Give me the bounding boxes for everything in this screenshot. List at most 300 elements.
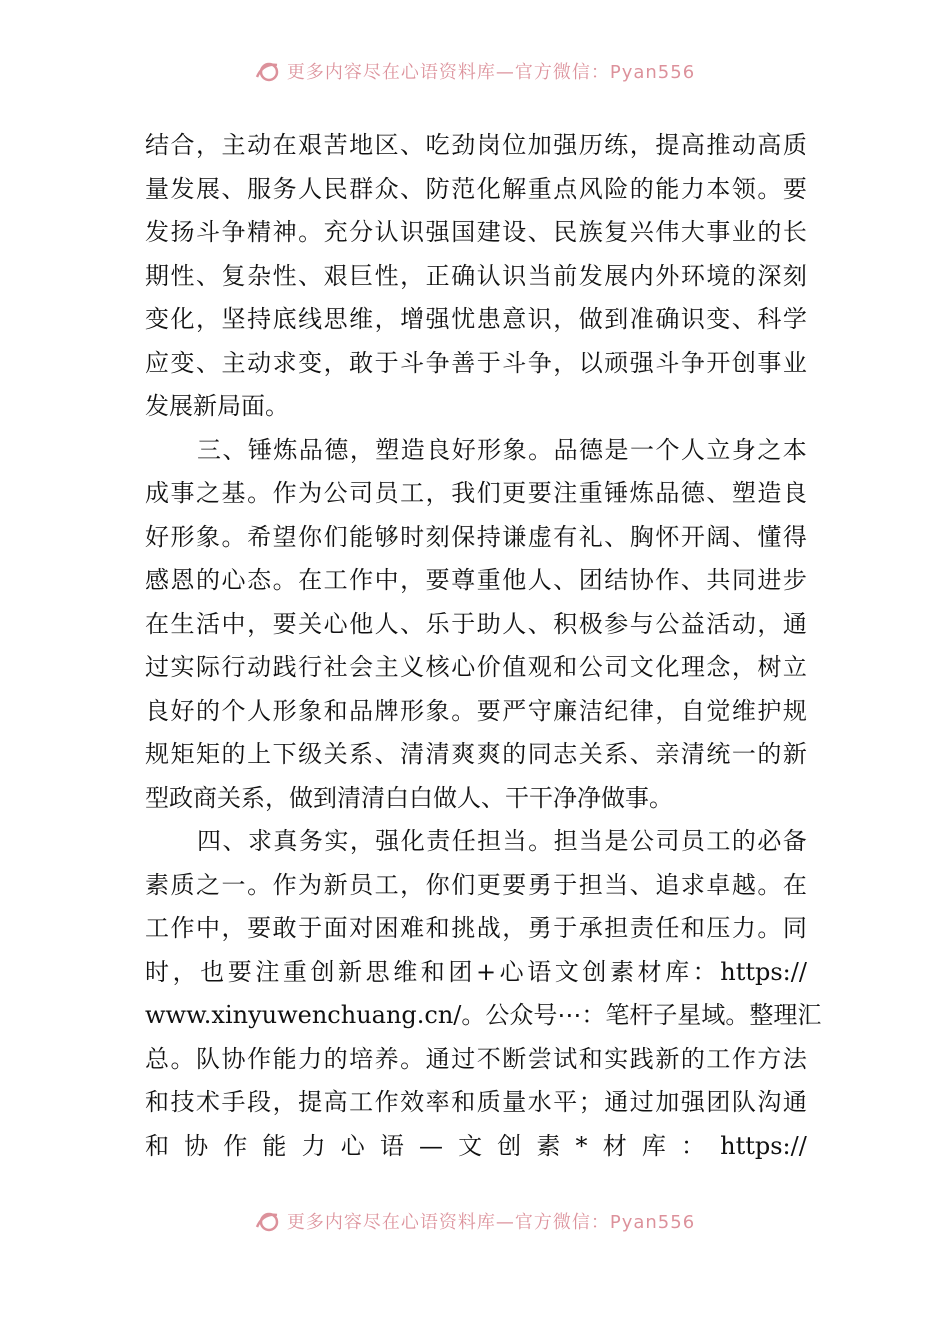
text-glyph: 和 [323, 696, 348, 725]
text-glyph: 文 [458, 1131, 483, 1160]
text-line [145, 603, 807, 647]
text-glyph: 杆 [629, 1001, 654, 1029]
text-glyph: 矩 [170, 740, 195, 768]
text-glyph: 我 [451, 479, 476, 507]
text-glyph: 战 [476, 914, 501, 942]
text-glyph: 协 [184, 1131, 209, 1160]
text-glyph: 。 [400, 1044, 425, 1073]
text-glyph: 练 [604, 131, 629, 159]
text-glyph: 动 [731, 131, 756, 159]
text-glyph: 当 [579, 827, 604, 855]
text-glyph: 挑 [451, 914, 476, 942]
text-glyph: 公 [655, 609, 680, 638]
text-glyph: ， [655, 696, 680, 725]
text-glyph: 识 [527, 305, 552, 333]
text-glyph: 刻 [425, 522, 450, 551]
text-glyph: 、 [400, 131, 425, 159]
text-glyph: 四 [197, 827, 221, 855]
text-glyph: 过 [451, 1044, 476, 1073]
text-line [145, 429, 807, 473]
text-glyph: 。 [757, 870, 782, 899]
text-glyph: 工 [706, 1044, 731, 1073]
text-line [145, 1038, 807, 1082]
text-glyph: 人 [680, 435, 705, 464]
text-glyph: 矩 [196, 740, 221, 768]
text-glyph: 会 [349, 653, 374, 681]
text-glyph: 注 [255, 957, 280, 986]
text-glyph: 作 [272, 479, 297, 507]
text-glyph: 。 [451, 696, 476, 725]
text-glyph: 关 [578, 740, 603, 768]
text-glyph: ， [247, 609, 272, 638]
text-glyph: 险 [604, 174, 629, 203]
text-glyph: 面 [323, 914, 348, 942]
text-glyph: 求 [272, 348, 297, 377]
text-glyph: 作 [223, 1131, 248, 1160]
text-glyph: ， [731, 653, 756, 681]
text-glyph: 心 [221, 566, 246, 594]
text-glyph: 养 [374, 1044, 399, 1073]
text-glyph: 斗 [400, 348, 425, 377]
text-glyph: 司 [604, 653, 629, 681]
text-glyph: 化 [476, 174, 501, 203]
text-glyph: 行 [221, 653, 246, 681]
text-glyph: ， [323, 348, 348, 377]
text-glyph: 在 [782, 870, 807, 899]
text-line [145, 516, 807, 560]
text-glyph: ， [425, 479, 450, 507]
text-glyph: 。 [247, 479, 272, 507]
text-glyph: 司 [655, 827, 680, 855]
text-glyph: 作 [655, 566, 680, 594]
text-glyph: 的 [757, 740, 782, 768]
text-glyph: 行 [298, 653, 323, 681]
text-glyph: 设 [502, 218, 527, 246]
text-glyph: 新 [782, 740, 807, 768]
text-glyph: 的 [196, 696, 221, 725]
text-glyph: * [575, 1131, 588, 1160]
text-glyph: 也 [200, 957, 225, 986]
text-glyph: 前 [553, 261, 578, 290]
text-glyph: 效 [400, 1088, 425, 1116]
text-glyph: 是 [604, 827, 629, 855]
text-glyph: 共 [706, 566, 731, 594]
text-glyph: 、 [527, 609, 552, 638]
text-glyph: 越 [731, 870, 756, 899]
text-glyph: 强 [553, 131, 578, 159]
text-glyph: 业 [782, 348, 807, 377]
text-glyph: 人 [502, 609, 527, 638]
text-glyph: 识 [502, 261, 527, 290]
text-glyph: 塑 [375, 435, 400, 464]
text-glyph: 益 [680, 609, 705, 638]
text-glyph: 担 [553, 827, 578, 855]
text-glyph: 材 [637, 957, 662, 986]
text-glyph: 为 [298, 870, 323, 899]
text-glyph: 术 [196, 1088, 221, 1116]
text-glyph: 炼 [629, 479, 654, 507]
text-glyph: 谦 [502, 522, 527, 551]
text-glyph: 强 [375, 827, 400, 855]
text-glyph: 要 [476, 696, 501, 725]
text-glyph: 争 [680, 348, 705, 377]
text-glyph: 作 [731, 1044, 756, 1073]
text-glyph: 量 [145, 174, 169, 203]
text-glyph: 追 [655, 870, 680, 899]
text-glyph: 。 [221, 522, 246, 551]
text-glyph: 三 [197, 435, 221, 464]
text-glyph: 质 [170, 870, 195, 899]
text-glyph: 义 [400, 653, 425, 681]
text-glyph: 同 [782, 914, 807, 942]
text-glyph: 和 [578, 1044, 603, 1073]
text-glyph: 主 [221, 131, 246, 159]
text-glyph: 与 [629, 609, 654, 638]
text-glyph: 员 [349, 870, 374, 899]
text-glyph: 级 [298, 740, 323, 768]
text-glyph: 、 [706, 479, 731, 507]
text-line [145, 298, 807, 342]
text-glyph: 本 [706, 174, 731, 203]
text-glyph: 以 [578, 348, 603, 377]
text-glyph: ， [400, 566, 425, 594]
text-glyph: 造 [757, 479, 782, 507]
text-glyph: 。 [461, 1001, 486, 1029]
text-glyph: 生 [170, 609, 195, 638]
text-glyph: ， [349, 827, 374, 855]
text-glyph: 通 [604, 1088, 629, 1116]
text-glyph: 的 [731, 827, 756, 855]
text-glyph: 塑 [731, 479, 756, 507]
text-glyph: 理 [680, 653, 705, 681]
text-line [145, 255, 807, 299]
text-glyph: ， [272, 1088, 297, 1116]
text-glyph: 重 [578, 479, 603, 507]
text-glyph: 神 [272, 218, 297, 246]
text-glyph: 中 [374, 566, 399, 594]
text-glyph: ， [196, 305, 221, 333]
text-glyph: https:// [720, 957, 807, 986]
text-glyph: 真 [273, 827, 298, 855]
text-glyph: 怀 [655, 522, 680, 551]
text-glyph: 更 [476, 870, 501, 899]
text-glyph: 个 [221, 696, 246, 725]
text-glyph: 勇 [527, 870, 552, 899]
text-glyph: 内 [629, 261, 654, 290]
text-glyph: 区 [374, 131, 399, 159]
text-glyph: 确 [655, 305, 680, 333]
text-glyph: 工 [349, 1088, 374, 1116]
text-glyph: 好 [170, 696, 195, 725]
text-glyph: 众 [509, 1001, 534, 1029]
text-glyph: 极 [578, 609, 603, 638]
text-glyph: 坚 [221, 305, 246, 333]
text-glyph: 和 [420, 957, 445, 986]
text-glyph: 价 [476, 653, 501, 681]
text-glyph: 时 [145, 957, 169, 986]
text-glyph: 洁 [578, 696, 603, 725]
text-glyph: 团 [706, 1088, 731, 1116]
text-glyph: 的 [629, 174, 654, 203]
text-glyph: 过 [145, 653, 169, 681]
text-glyph: 牌 [374, 696, 399, 725]
text-glyph: 整 [749, 1001, 774, 1029]
text-glyph: 创 [310, 957, 335, 986]
text-glyph: 员 [374, 479, 399, 507]
text-glyph: 人 [374, 609, 399, 638]
text-glyph: 境 [706, 261, 731, 290]
text-glyph: 律 [629, 696, 654, 725]
text-glyph: 善 [451, 348, 476, 377]
text-glyph: 、 [629, 740, 654, 768]
text-glyph: 要 [227, 957, 252, 986]
text-glyph: 建 [476, 218, 501, 246]
text-glyph: 争 [425, 348, 450, 377]
text-glyph: 试 [553, 1044, 578, 1073]
text-glyph: 斗 [502, 348, 527, 377]
text-glyph: 提 [298, 1088, 323, 1116]
text-glyph: 材 [602, 1131, 627, 1160]
text-glyph: 和 [425, 914, 450, 942]
text-glyph: 规 [782, 696, 807, 725]
text-glyph: 推 [706, 131, 731, 159]
text-glyph: 象 [502, 435, 527, 464]
text-glyph: 力 [680, 174, 705, 203]
text-glyph: 够 [374, 522, 399, 551]
text-glyph: 刻 [782, 261, 807, 290]
text-glyph: 率 [425, 1088, 450, 1116]
text-glyph: 步 [782, 566, 807, 594]
text-glyph: 展 [604, 261, 629, 290]
text-glyph: 爽 [451, 740, 476, 768]
text-glyph: 平 [553, 1088, 578, 1116]
text-glyph: 点 [553, 174, 578, 203]
text-glyph: 态 [247, 566, 272, 594]
text-glyph: 良 [426, 435, 451, 464]
text-glyph: 之 [196, 479, 221, 507]
text-glyph: 象 [196, 522, 221, 551]
text-glyph: 虚 [527, 522, 552, 551]
text-glyph: 作 [349, 566, 374, 594]
text-glyph: 立 [706, 435, 731, 464]
text-glyph: 成 [145, 479, 169, 507]
text-glyph: 们 [451, 870, 476, 899]
text-glyph: 杂 [247, 261, 272, 290]
text-glyph: 积 [553, 609, 578, 638]
text-line [145, 907, 807, 951]
text-glyph: 发 [578, 261, 603, 290]
text-glyph: 。 [725, 1001, 750, 1029]
text-glyph: 担 [578, 870, 603, 899]
text-glyph: 际 [196, 653, 221, 681]
text-glyph: 新 [655, 1044, 680, 1073]
text-glyph: 德 [680, 479, 705, 507]
text-glyph: 业 [731, 218, 756, 246]
text-glyph: 在 [145, 609, 169, 638]
text-glyph: 岗 [476, 131, 501, 159]
watermark-logo-icon [255, 59, 281, 83]
text-glyph: 性 [374, 261, 399, 290]
text-line [145, 690, 807, 734]
text-glyph: 胸 [629, 522, 654, 551]
text-glyph: 规 [145, 740, 169, 768]
text-glyph: 中 [221, 609, 246, 638]
text-glyph: 在 [272, 131, 297, 159]
text-glyph: 好 [451, 435, 476, 464]
text-glyph: 充 [323, 218, 348, 246]
text-glyph: www.xinyuwenchuang.cn/ [145, 1001, 462, 1029]
text-glyph: 要 [527, 479, 552, 507]
text-glyph: 于 [298, 914, 323, 942]
text-glyph: 尝 [527, 1044, 552, 1073]
text-line [145, 1081, 807, 1125]
text-glyph: 强 [680, 1088, 705, 1116]
text-glyph: 思 [323, 305, 348, 333]
text-glyph: ， [400, 261, 425, 290]
text-glyph: 维 [731, 696, 756, 725]
text-glyph: 锤 [604, 479, 629, 507]
text-glyph: 重 [282, 957, 307, 986]
text-glyph: 同 [731, 566, 756, 594]
text-glyph: 加 [655, 1088, 680, 1116]
text-glyph: 段 [247, 1088, 272, 1116]
text-glyph: 的 [502, 740, 527, 768]
text-glyph: 他 [502, 566, 527, 594]
text-glyph: 位 [502, 131, 527, 159]
text-glyph: 的 [731, 261, 756, 290]
text-glyph: 、 [222, 435, 247, 464]
text-glyph: 活 [196, 609, 221, 638]
text-glyph: 素 [536, 1131, 561, 1160]
text-glyph: https:// [720, 1131, 807, 1160]
text-glyph: 水 [527, 1088, 552, 1116]
text-glyph: 应 [145, 348, 169, 377]
text-glyph: 承 [578, 914, 603, 942]
text-glyph: 复 [604, 218, 629, 246]
text-glyph: 清 [400, 740, 425, 768]
text-glyph: 志 [553, 740, 578, 768]
text-glyph: 质 [782, 131, 807, 159]
text-glyph: 的 [757, 218, 782, 246]
text-glyph: 患 [476, 305, 501, 333]
text-glyph: 工 [400, 479, 425, 507]
footer-watermark [0, 1206, 950, 1236]
text-glyph: 难 [400, 914, 425, 942]
text-glyph: 德 [579, 435, 604, 464]
text-glyph: 伟 [655, 218, 680, 246]
text-glyph: 语 [527, 957, 552, 986]
text-glyph: 心 [323, 609, 348, 638]
text-glyph: 求 [680, 870, 705, 899]
text-glyph: 困 [374, 914, 399, 942]
text-glyph: 社 [323, 653, 348, 681]
text-glyph: 斗 [196, 218, 221, 246]
text-glyph: ， [172, 957, 197, 986]
text-glyph: 人 [247, 696, 272, 725]
text-glyph: 文 [629, 653, 654, 681]
text-glyph: 艰 [323, 261, 348, 290]
text-glyph: 在 [298, 566, 323, 594]
text-glyph: 观 [527, 653, 552, 681]
text-glyph: 范 [451, 174, 476, 203]
text-glyph: 你 [298, 522, 323, 551]
text-glyph: 复 [221, 261, 246, 290]
text-glyph: 人 [527, 566, 552, 594]
text-glyph: 之 [196, 870, 221, 899]
text-glyph: 任 [655, 914, 680, 942]
text-glyph: 主 [374, 653, 399, 681]
text-glyph: 践 [629, 1044, 654, 1073]
text-glyph: 域 [701, 1001, 726, 1029]
text-glyph: 斗 [655, 348, 680, 377]
text-glyph: 要 [502, 870, 527, 899]
text-glyph: 沟 [757, 1088, 782, 1116]
text-glyph: 望 [272, 522, 297, 551]
text-glyph: 。 [528, 827, 553, 855]
text-glyph: 个 [655, 435, 680, 464]
text-glyph: 协 [629, 566, 654, 594]
text-glyph: 。 [247, 870, 272, 899]
text-glyph: 团 [448, 957, 473, 986]
text-glyph: 形 [477, 435, 502, 464]
text-glyph: 和 [145, 1088, 169, 1116]
text-glyph: 动 [247, 653, 272, 681]
text-glyph: 要 [782, 174, 807, 203]
text-glyph: 立 [782, 653, 807, 681]
watermark-text: 更多内容尽在心语资料库—官方微信：Pyan556 [286, 1212, 696, 1233]
text-glyph: 良 [782, 479, 807, 507]
text-glyph: 认 [476, 261, 501, 290]
text-glyph: 识 [400, 218, 425, 246]
text-glyph: 必 [757, 827, 782, 855]
text-line [145, 864, 807, 908]
text-line [145, 559, 807, 603]
text-glyph: 任 [451, 827, 476, 855]
text-glyph: 开 [680, 522, 705, 551]
text-glyph: 要 [425, 566, 450, 594]
text-glyph: ： [692, 957, 717, 986]
text-glyph: 进 [757, 566, 782, 594]
text-glyph: 德 [324, 435, 349, 464]
text-glyph: 司 [349, 479, 374, 507]
text-glyph: 清 [680, 740, 705, 768]
text-glyph: 、 [731, 522, 756, 551]
text-glyph: 系 [604, 740, 629, 768]
text-glyph: 、 [604, 522, 629, 551]
text-glyph: 主 [221, 348, 246, 377]
text-glyph: 艰 [298, 131, 323, 159]
text-glyph: 正 [425, 261, 450, 290]
text-glyph: ， [349, 435, 374, 464]
text-glyph: 素 [145, 870, 169, 899]
text-glyph: 求 [247, 827, 272, 855]
text-glyph: 的 [680, 1044, 705, 1073]
text-glyph: 有 [553, 522, 578, 551]
text-glyph: 于 [476, 348, 501, 377]
text-line [145, 733, 807, 777]
text-glyph: 和 [145, 1131, 169, 1160]
text-glyph: 身 [731, 435, 756, 464]
text-glyph: 新 [338, 957, 363, 986]
text-glyph: 动 [247, 348, 272, 377]
text-glyph: 底 [272, 305, 297, 333]
text-glyph: 通 [425, 1044, 450, 1073]
text-glyph: 断 [502, 1044, 527, 1073]
text-glyph: 心 [340, 1131, 365, 1160]
text-glyph: 一 [731, 740, 756, 768]
text-glyph: 、 [527, 218, 552, 246]
text-glyph: 不 [476, 1044, 501, 1073]
